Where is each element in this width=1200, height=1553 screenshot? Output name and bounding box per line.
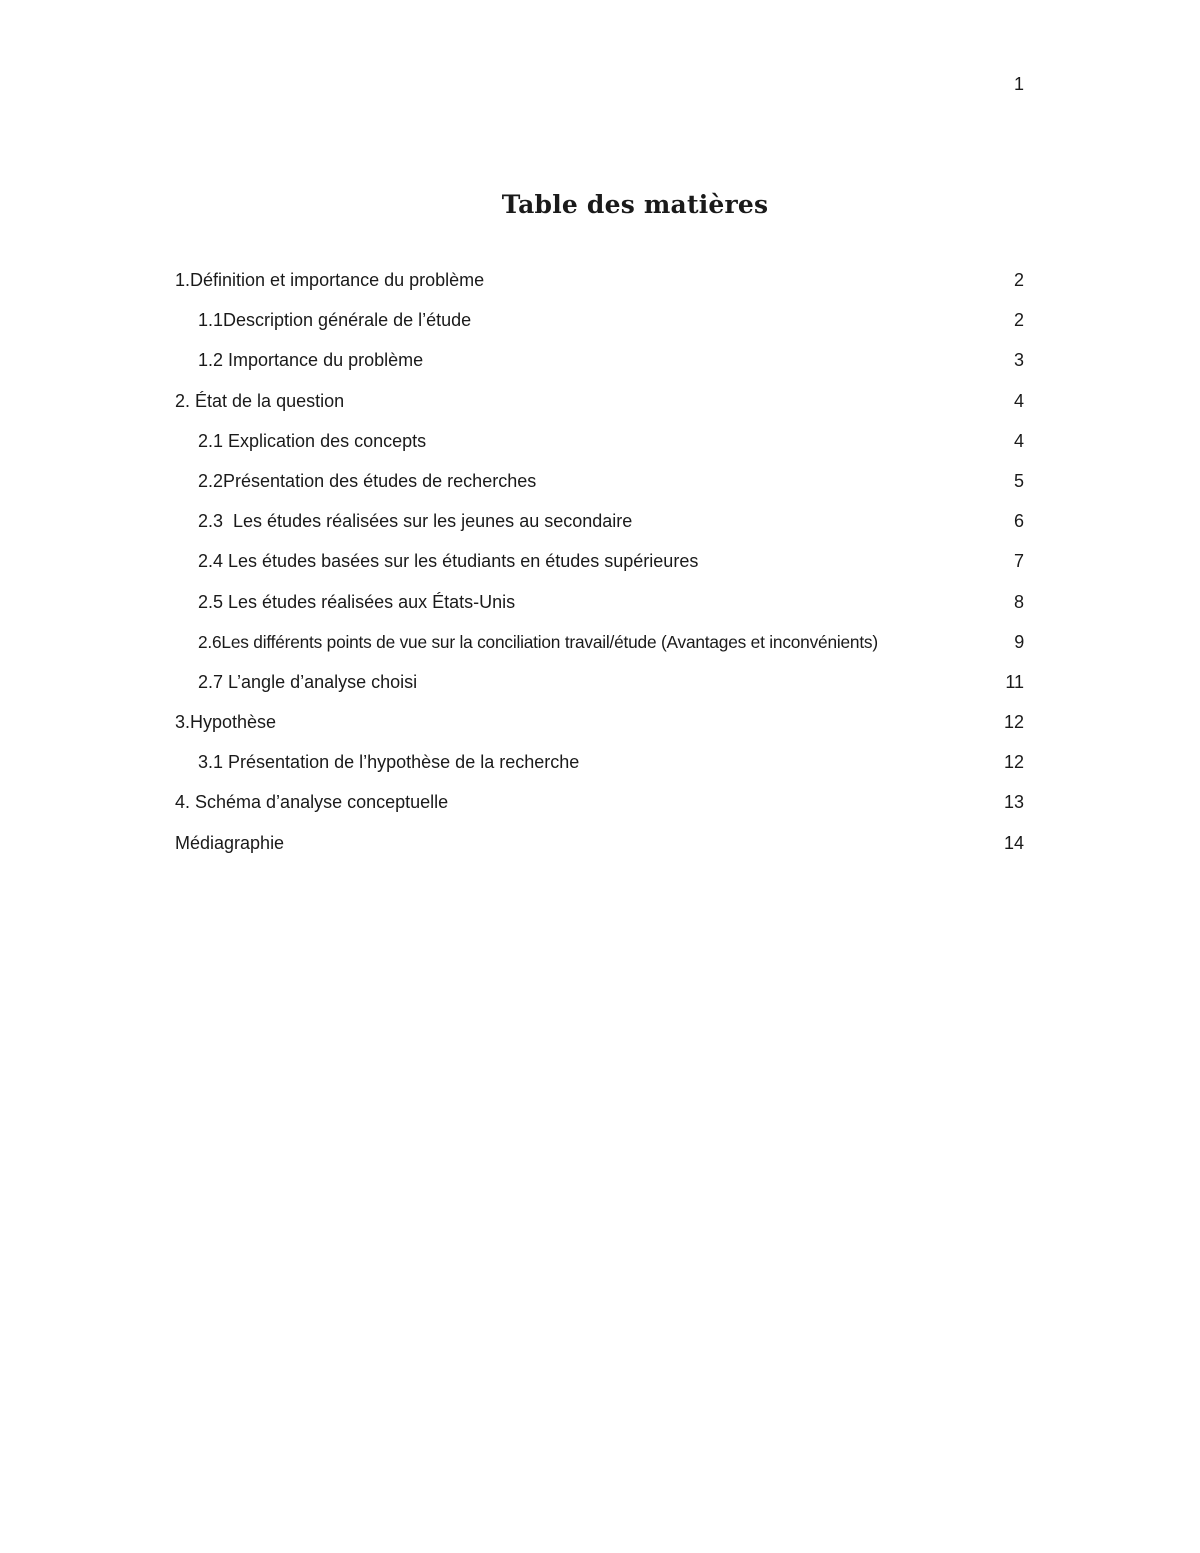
table-of-contents: [175, 260, 1024, 863]
toc-entry[interactable]: [175, 340, 1024, 380]
toc-entry[interactable]: [175, 823, 1024, 863]
toc-entry[interactable]: [175, 702, 1024, 742]
toc-entry-label: 2.2Présentation des études de recherches: [198, 470, 537, 491]
toc-entry-label: 2.6Les différents points de vue sur la conciliation travail/étude (Avantages et inconvénients): [198, 631, 878, 652]
toc-entry-page: 5: [1013, 470, 1024, 491]
toc-entry-label: 3.Hypothèse: [175, 712, 277, 733]
toc-entry-label: 2.3 Les études réalisées sur les jeunes au secondaire: [198, 511, 633, 532]
toc-entry-label: 2.4 Les études basées sur les étudiants en études supérieures: [198, 551, 699, 572]
toc-entry-label: 2.5 Les études réalisées aux États-Unis: [198, 591, 516, 612]
toc-entry-page: 12: [1003, 712, 1024, 733]
toc-entry[interactable]: [175, 300, 1024, 340]
toc-entry[interactable]: [175, 662, 1024, 702]
toc-entry-page: 3: [1013, 350, 1024, 371]
toc-entry-label: 1.2 Importance du problème: [198, 350, 424, 371]
toc-entry-page: 11: [1005, 671, 1024, 692]
toc-entry-page: 14: [1003, 832, 1024, 853]
toc-entry-label: 2.1 Explication des concepts: [198, 430, 427, 451]
toc-entry[interactable]: [175, 742, 1024, 782]
toc-entry-page: 7: [1013, 551, 1024, 572]
toc-entry-page: 2: [1013, 310, 1024, 331]
toc-entry[interactable]: [175, 260, 1024, 300]
toc-entry[interactable]: [175, 381, 1024, 421]
toc-entry-page: 2: [1013, 270, 1024, 290]
toc-entry-label: 1.1Description générale de l’étude: [198, 310, 472, 331]
toc-entry[interactable]: [175, 421, 1024, 461]
toc-entry[interactable]: [175, 582, 1024, 622]
toc-entry[interactable]: [175, 501, 1024, 541]
toc-entry-label: 1.Définition et importance du problème: [175, 270, 485, 290]
toc-entry[interactable]: [175, 782, 1024, 822]
toc-entry-label: 2.7 L’angle d’analyse choisi: [198, 671, 418, 692]
toc-entry-page: 6: [1013, 511, 1024, 532]
toc-entry-page: 4: [1013, 390, 1024, 411]
toc-entry[interactable]: [175, 622, 1024, 662]
toc-entry-page: 12: [1003, 752, 1024, 773]
toc-title: Table des matières: [501, 190, 769, 219]
page-number: 1: [1013, 74, 1024, 94]
toc-entry-page: 9: [1014, 631, 1024, 652]
toc-entry-page: 8: [1013, 591, 1024, 612]
toc-entry-label: 3.1 Présentation de l’hypothèse de la recherche: [198, 752, 580, 773]
toc-entry-label: Médiagraphie: [175, 832, 285, 853]
toc-entry[interactable]: [175, 541, 1024, 581]
toc-entry[interactable]: [175, 461, 1024, 501]
toc-entry-page: 13: [1003, 792, 1024, 813]
toc-entry-label: 2. État de la question: [175, 390, 345, 411]
toc-entry-page: 4: [1013, 430, 1024, 451]
toc-entry-label: 4. Schéma d’analyse conceptuelle: [175, 792, 449, 813]
